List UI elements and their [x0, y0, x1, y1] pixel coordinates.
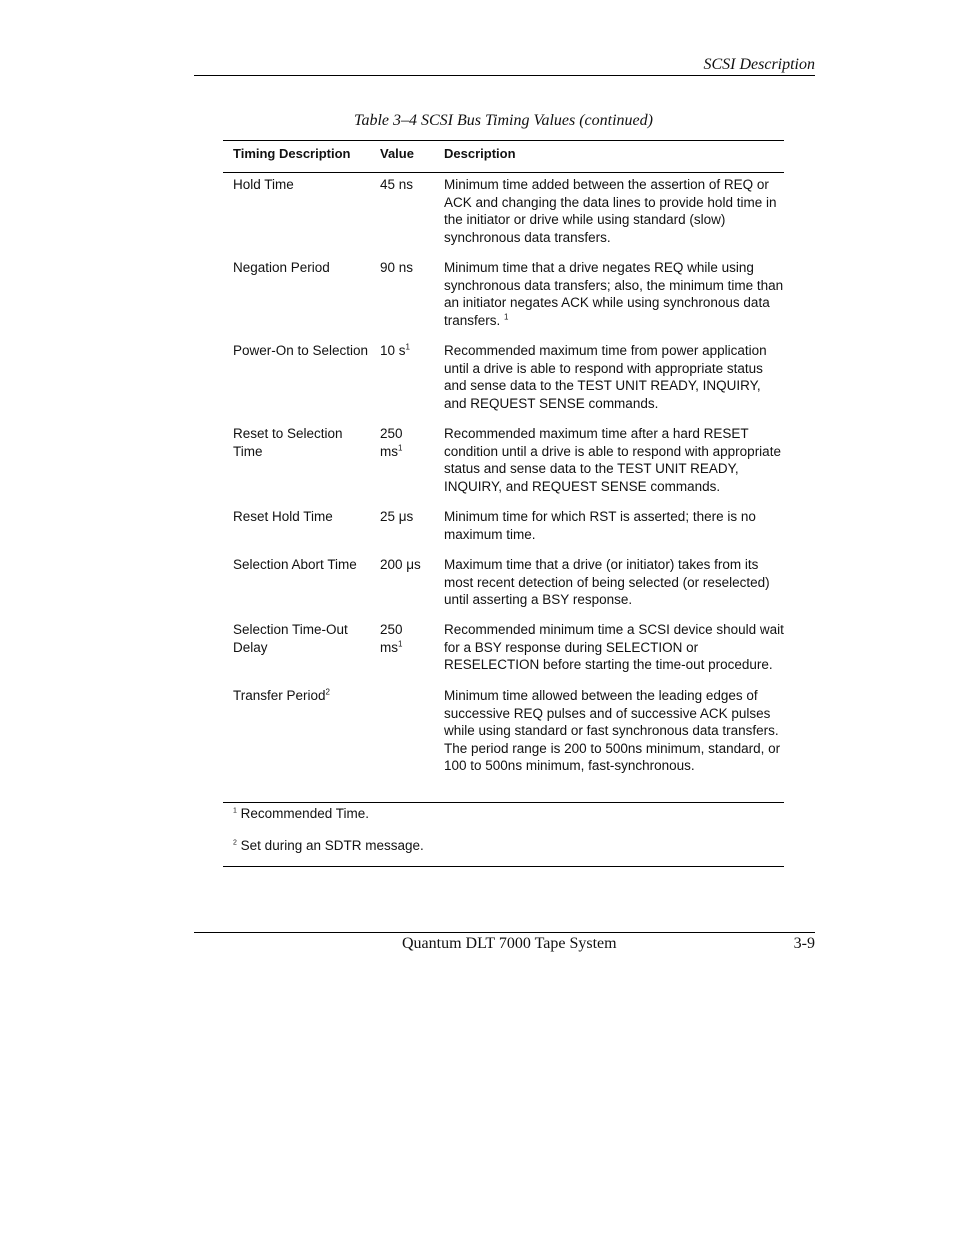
- table-row-timing: Hold Time: [233, 177, 294, 192]
- table-caption: Table 3–4 SCSI Bus Timing Values (continued): [354, 112, 653, 129]
- table-top-rule: [223, 140, 784, 141]
- footer-rule: [194, 932, 815, 933]
- running-head: SCSI Description: [703, 56, 815, 73]
- table-row-timing: Selection Abort Time: [233, 557, 357, 572]
- table-row-value: 200 μs: [380, 557, 421, 572]
- table-row-timing: Power-On to Selection: [233, 343, 369, 358]
- column-header-description: Description: [444, 146, 516, 161]
- table-row-timing: Negation Period: [233, 260, 330, 275]
- footnote: $^2$ Set during an SDTR message.: [233, 838, 424, 853]
- table-row-description: Recommended maximum time after a hard RESET condition until a drive is able to respond with appropriate status and sense data to the TEST UNIT READY, INQUIRY, and REQUEST SENSE commands.: [444, 426, 781, 494]
- table-row-value: 250 $ms^1$: [380, 426, 403, 459]
- table-row-timing: Reset to Selection Time: [233, 426, 343, 459]
- header-bottom-rule: [223, 172, 784, 173]
- table-row-value: 10 $s^1$: [380, 342, 410, 358]
- table-row-value: 25 μs: [380, 509, 414, 524]
- table-row-description: Minimum time for which RST is asserted; there is no maximum time.: [444, 509, 756, 542]
- table-row-description: Recommended minimum time a SCSI device should wait for a BSY response during SELECTION or RESELECTION before starting the time-out procedure.: [444, 622, 784, 673]
- footer-title: Quantum DLT 7000 Tape System: [402, 935, 617, 952]
- page-number: 3-9: [793, 935, 815, 952]
- footnote-bottom-rule: [223, 866, 784, 867]
- table-row-timing: Selection Time-Out Delay: [233, 622, 348, 655]
- table-row-timing: Transfer Period$^2$: [233, 687, 330, 703]
- table-row-description: Maximum time that a drive (or initiator) takes from its most recent detection of being selected (or reselected) until asserting a BSY response.: [444, 557, 770, 608]
- table-row-description: Recommended maximum time from power application until a drive is able to respond with appropriate status and sense data to the TEST UNIT READY, INQUIRY, and REQUEST SENSE commands.: [444, 343, 767, 411]
- table-bottom-rule: [223, 802, 784, 803]
- table-row-description: Minimum time that a drive negates REQ while using synchronous data transfers; also, the minimum time than an initiator negates ACK while using synchronous data transfers. $^1$: [444, 260, 784, 328]
- table-row-description: Minimum time allowed between the leading edges of successive REQ pulses and of successive ACK pulses while using standard or fast synchronous data transfers. The period range is 200 to 500ns minimum, standard, or 100 to 500ns minimum, fast-synchronous.: [444, 688, 781, 774]
- column-header-timing: Timing Description: [233, 146, 351, 161]
- footnote: $^1$ Recommended Time.: [233, 806, 369, 821]
- table-row-value: 90 ns: [380, 260, 414, 275]
- column-header-value: Value: [380, 146, 414, 161]
- table-row-description: Minimum time added between the assertion of REQ or ACK and changing the data lines to provide hold time in the initiator or drive while using standard (slow) synchronous data transfers.: [444, 177, 777, 245]
- table-row-timing: Reset Hold Time: [233, 509, 333, 524]
- table-row-value: 250 $ms^1$: [380, 622, 403, 655]
- table-row-value: 45 ns: [380, 177, 414, 192]
- header-rule: [194, 75, 815, 76]
